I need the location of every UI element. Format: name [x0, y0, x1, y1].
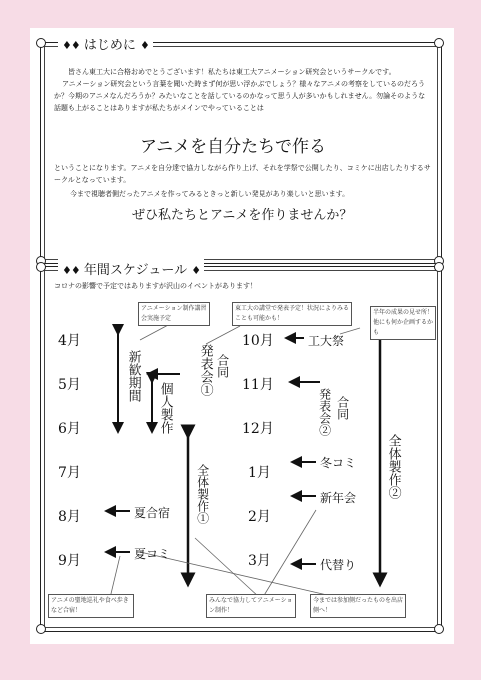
- block-happyo1: 発表会①: [197, 344, 213, 396]
- event-shinnenkai: 新年会: [320, 491, 357, 505]
- event-daigawari: 代替り: [320, 558, 357, 572]
- intro-paragraph-3: ということになります。アニメを自分達で協力しながら作り上げ、それを学祭で公開したり、コミケに出店したりするサークルとなっています。: [54, 164, 431, 184]
- schedule-heading: 年間スケジュール: [83, 263, 188, 278]
- month-jun: 6月: [58, 421, 81, 437]
- event-natsugassyuku: 夏合宿: [134, 506, 171, 520]
- heading-ornament: ♦: [191, 264, 201, 277]
- month-mar: 3月: [248, 553, 271, 569]
- event-natsucomi: 夏コミ: [134, 547, 171, 561]
- heading-ornament: ♦♦: [62, 264, 80, 277]
- month-jul: 7月: [58, 465, 81, 481]
- month-aug: 8月: [58, 509, 81, 525]
- heading-ornament: ♦: [140, 39, 149, 52]
- note-results: 半年の成果の見せ所！他にも何か企画するかも: [370, 306, 436, 340]
- month-apr: 4月: [58, 333, 81, 349]
- block-zentai2: 全体製作②: [385, 434, 401, 499]
- intro-paragraph-2: アニメーション研究会という言葉を聞いた時まず何が思い浮かぶでしょう？様々なアニメの考察をしているのだろうか？今期のアニメなんだろうか？みたいなことを話しているのかなって思う人が多いかもしれません。勿論そのような話題も上がることはありますが私たちがメインでやっていることは: [54, 80, 426, 112]
- intro-heading: はじめに: [83, 38, 136, 53]
- month-may: 5月: [58, 377, 81, 393]
- intro-paragraph-4: 今まで視聴者側だったアニメを作ってみるときっと新しい発見があり楽しいと思います。: [70, 190, 350, 198]
- month-oct: 10月: [242, 333, 274, 349]
- intro-call-to-action: ぜひ私たちとアニメを作りませんか？: [132, 208, 353, 223]
- block-zentai1: 全体製作①: [195, 464, 210, 524]
- month-sep: 9月: [58, 553, 81, 569]
- month-nov: 11月: [242, 377, 274, 393]
- block-shinkan: 新歓期間: [125, 350, 141, 402]
- month-jan: 1月: [248, 465, 271, 481]
- note-workshop: アニメーション制作講習会実施予定: [138, 302, 210, 326]
- intro-paragraph-1: 皆さん東工大に合格おめでとうございます！私たちは東工大アニメーション研究会というサークルです。: [68, 68, 396, 76]
- event-kodaisai: 工大祭: [308, 334, 345, 348]
- note-seichi: アニメの聖地巡礼や食べ歩きなど合宿！: [48, 594, 134, 618]
- block-godo1: 合同: [215, 354, 230, 378]
- block-happyo2: 発表会②: [317, 388, 332, 436]
- heading-ornament: ♦♦: [62, 39, 80, 52]
- intro-headline: アニメを自分たちで作る: [140, 137, 326, 157]
- event-fuyucomi: 冬コミ: [320, 456, 357, 470]
- note-shutten: 今までは参加側だったものを出店側へ！: [310, 594, 406, 618]
- block-godo2: 合同: [335, 396, 350, 420]
- block-kojin: 個人製作: [157, 382, 173, 434]
- flyer-sheet: [30, 28, 454, 644]
- schedule-subtitle: コロナの影響で予定ではありますが沢山のイベントがあります！: [54, 282, 257, 290]
- month-feb: 2月: [248, 509, 271, 525]
- note-koudou: 東工大の講堂で発表予定！状況によりみることも可能かも！: [232, 302, 352, 326]
- note-kyoryoku: みんなで協力してアニメーション制作！: [206, 594, 296, 618]
- month-dec: 12月: [242, 421, 274, 437]
